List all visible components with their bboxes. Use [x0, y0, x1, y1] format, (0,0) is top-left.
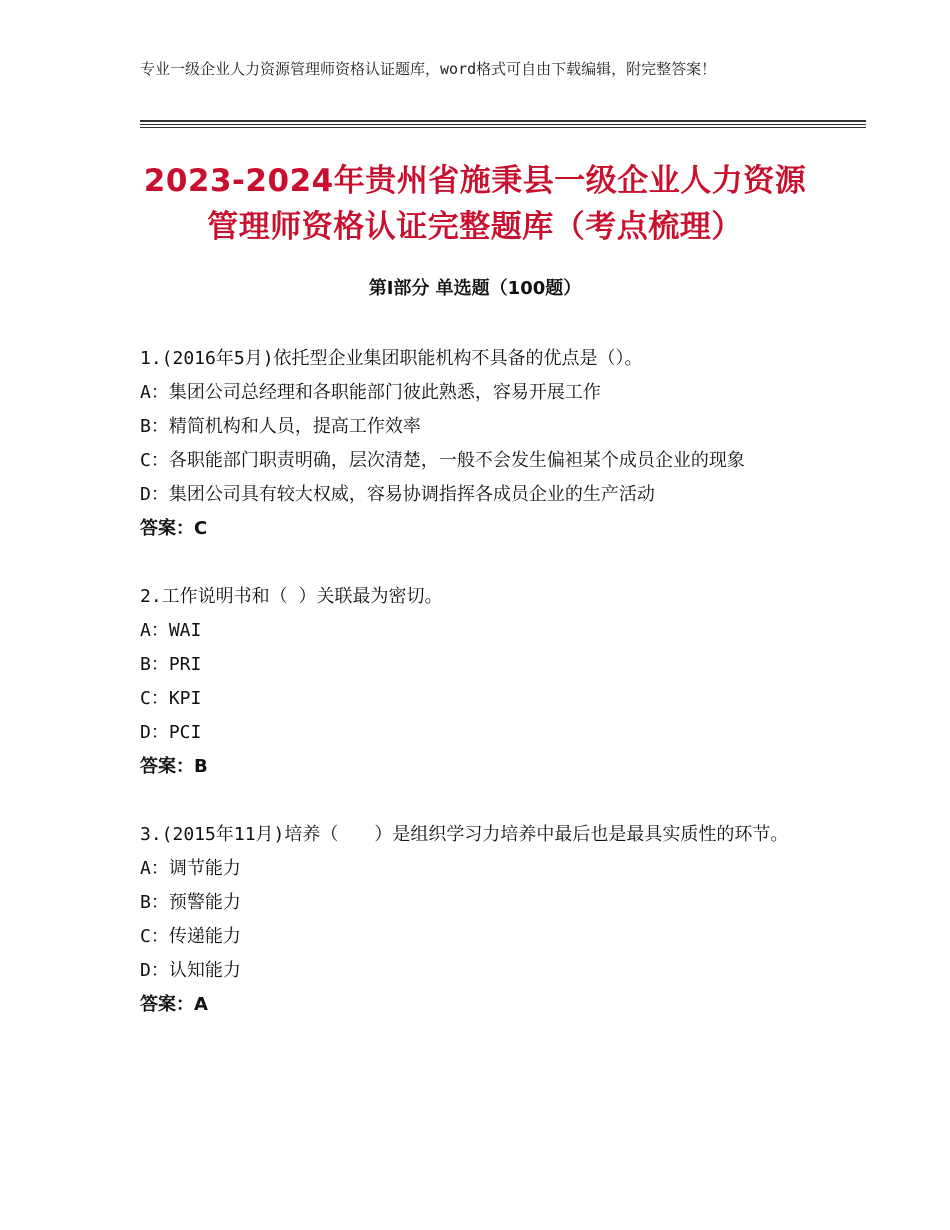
document-title: 2023-2024年贵州省施秉县一级企业人力资源管理师资格认证完整题库（考点梳理） — [143, 163, 807, 245]
question-3 — [140, 818, 820, 1022]
question-stem: 3.(2015年11月)培养（ ）是组织学习力培养中最后也是最具实质性的环节。 — [140, 824, 789, 845]
header-divider — [140, 127, 866, 128]
question-list — [140, 342, 820, 1056]
option-c: C：KPI — [140, 688, 202, 709]
option-a: A：调节能力 — [140, 858, 241, 879]
answer: 答案：B — [140, 756, 208, 777]
option-d: D：集团公司具有较大权威，容易协调指挥各成员企业的生产活动 — [140, 484, 655, 505]
answer: 答案：A — [140, 994, 208, 1015]
option-d: D：PCI — [140, 722, 202, 743]
option-b: B：预警能力 — [140, 892, 241, 913]
header-note: 专业一级企业人力资源管理师资格认证题库，word格式可自由下载编辑，附完整答案！ — [140, 60, 717, 78]
option-b: B：精简机构和人员，提高工作效率 — [140, 416, 421, 437]
answer: 答案：C — [140, 518, 208, 539]
option-c: C：传递能力 — [140, 926, 241, 947]
header-divider — [140, 124, 866, 125]
section-title: 第Ⅰ部分 单选题（100题） — [368, 278, 582, 299]
question-1 — [140, 342, 820, 546]
option-d: D：认知能力 — [140, 960, 241, 981]
question-stem: 2.工作说明书和（ ）关联最为密切。 — [140, 586, 443, 607]
question-2 — [140, 580, 820, 784]
header-divider — [140, 120, 866, 122]
option-a: A：WAI — [140, 620, 202, 641]
option-b: B：PRI — [140, 654, 202, 675]
option-a: A：集团公司总经理和各职能部门彼此熟悉，容易开展工作 — [140, 382, 601, 403]
question-stem: 1.(2016年5月)依托型企业集团职能机构不具备的优点是（）。 — [140, 348, 643, 369]
option-c: C：各职能部门职责明确，层次清楚，一般不会发生偏袒某个成员企业的现象 — [140, 450, 745, 471]
